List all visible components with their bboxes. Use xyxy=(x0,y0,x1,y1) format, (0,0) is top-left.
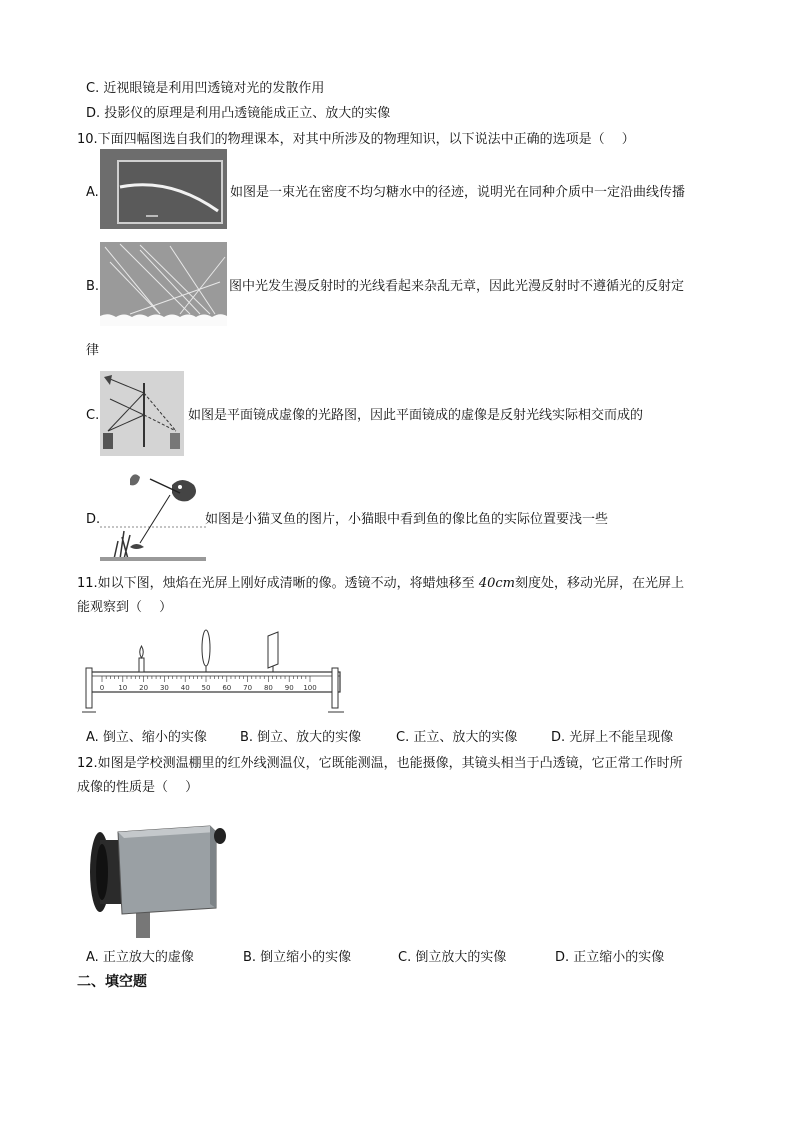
q9-option-d: D. 投影仪的原理是利用凸透镜能成正立、放大的实像 xyxy=(86,106,391,121)
q10-a-text: 如图是一束光在密度不均匀糖水中的径迹，说明光在同种介质中一定沿曲线传播 xyxy=(230,185,686,200)
q11-stem-line1 xyxy=(77,575,684,593)
candle-flame xyxy=(140,646,144,658)
light-screen xyxy=(268,632,278,668)
candle xyxy=(139,658,144,672)
ruler-tick-label: 40 xyxy=(180,684,190,692)
ruler-tick-label: 70 xyxy=(243,684,253,692)
ruler-tick-label: 100 xyxy=(303,684,317,692)
q10-c-label: C. xyxy=(86,408,100,423)
q11-option-a: A. 倒立、缩小的实像 xyxy=(86,730,207,745)
infrared-thermometer-image xyxy=(86,822,232,938)
q9-option-c: C. 近视眼镜是利用凹透镜对光的发散作用 xyxy=(86,81,325,96)
section-heading-fill-in: 二、填空题 xyxy=(77,974,147,990)
q10-c-text: 如图是平面镜成虚像的光路图，因此平面镜成的虚像是反射光线实际相交而成的 xyxy=(188,408,644,423)
ruler-tick-label: 30 xyxy=(159,684,169,692)
q11-stem-line2: 能观察到（ ） xyxy=(77,600,173,615)
sugar-water-light-image xyxy=(100,149,227,229)
q10-b-label: B. xyxy=(86,279,100,294)
q12-stem-line2: 成像的性质是（ ） xyxy=(77,780,199,795)
diffuse-reflection-image xyxy=(100,242,227,326)
q11-option-c: C. 正立、放大的实像 xyxy=(396,730,518,745)
q12-stem-line1: 12.如图是学校测温棚里的红外线测温仪，它既能测温，也能摄像，其镜头相当于凸透镜，它正常工作时所 xyxy=(77,756,683,771)
q12-option-c: C. 倒立放大的实像 xyxy=(398,950,507,965)
cat-fishing-image xyxy=(100,471,206,561)
q10-b-text: 图中光发生漫反射时的光线看起来杂乱无章，因此光漫反射时不遵循光的反射定 xyxy=(229,279,685,294)
q10-a-label: A. xyxy=(86,185,99,200)
q11-stem-part-b: 刻度处，移动光屏，在光屏上 xyxy=(514,576,684,591)
ruler-tick-label: 90 xyxy=(284,684,294,692)
q11-distance-value: 40cm xyxy=(478,576,515,591)
q10-d-text: 如图是小猫叉鱼的图片，小猫眼中看到鱼的像比鱼的实际位置要浅一些 xyxy=(205,512,609,527)
ruler-tick-label: 10 xyxy=(118,684,128,692)
optical-bench-diagram xyxy=(82,628,348,714)
ruler-tick-label: 80 xyxy=(263,684,273,692)
convex-lens xyxy=(202,630,210,666)
q12-option-a: A. 正立放大的虚像 xyxy=(86,950,194,965)
ruler-tick-label: 0 xyxy=(99,684,105,692)
ruler-tick-label: 60 xyxy=(222,684,232,692)
q10-stem: 10.下面四幅图选自我们的物理课本，对其中所涉及的物理知识，以下说法中正确的选项是（ ） xyxy=(77,132,635,147)
q10-d-label: D. xyxy=(86,512,101,527)
plane-mirror-diagram xyxy=(100,371,184,456)
q12-option-b: B. 倒立缩小的实像 xyxy=(243,950,352,965)
q10-b-text-cont: 律 xyxy=(86,343,100,358)
q11-stem-part-a: 11.如以下图，烛焰在光屏上刚好成清晰的像。透镜不动，将蜡烛移至 xyxy=(77,576,479,591)
q11-option-b: B. 倒立、放大的实像 xyxy=(240,730,362,745)
q12-option-d: D. 正立缩小的实像 xyxy=(555,950,665,965)
q11-option-d: D. 光屏上不能呈现像 xyxy=(551,730,674,745)
ruler-tick-label: 20 xyxy=(139,684,149,692)
ruler-tick-label: 50 xyxy=(201,684,211,692)
